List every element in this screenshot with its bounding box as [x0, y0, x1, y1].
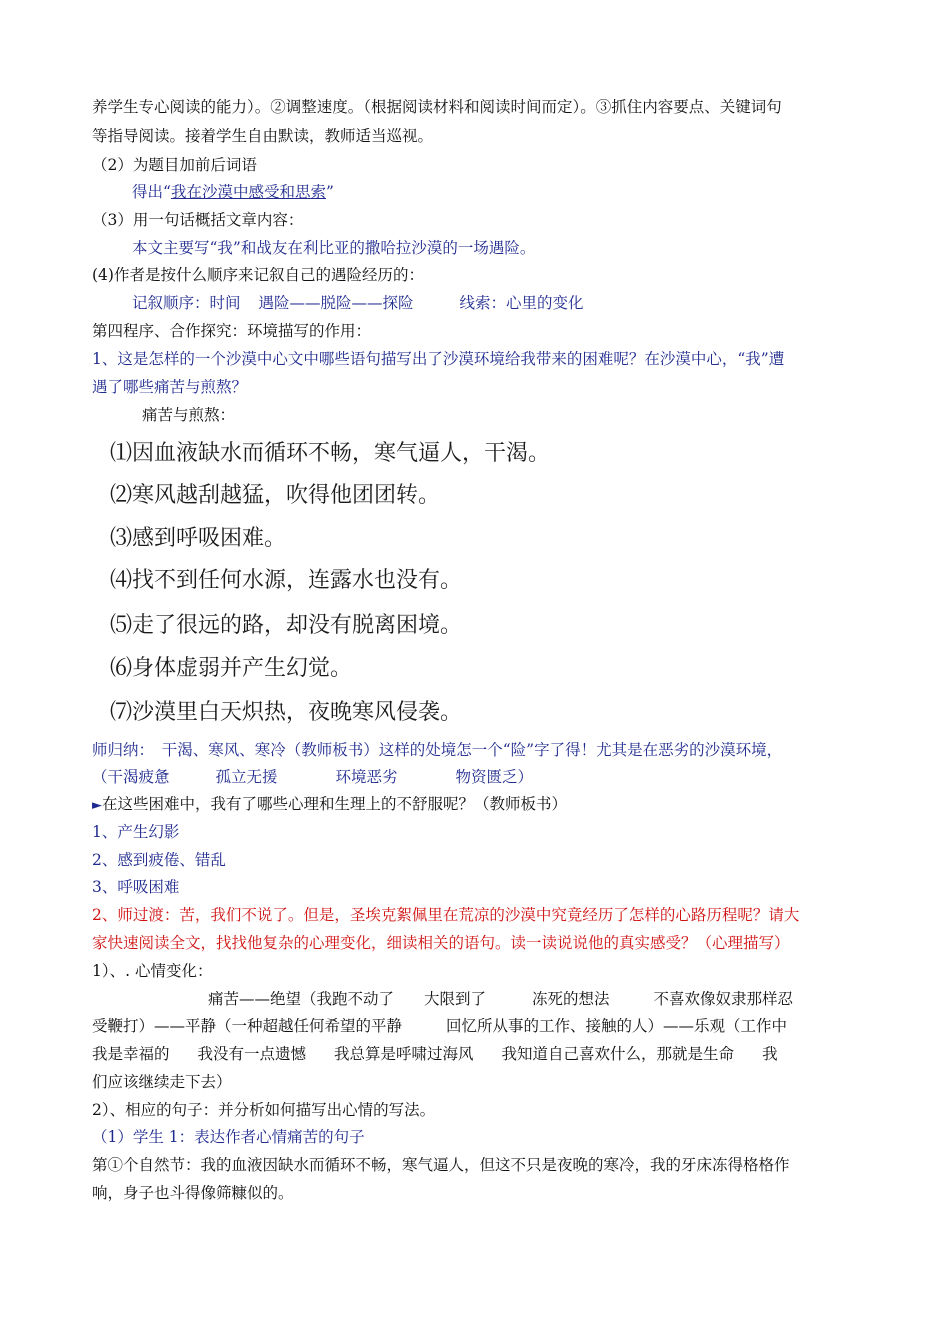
text-line: （2）为题目加前后词语 [92, 156, 257, 174]
hardship-item: ⑷找不到任何水源，连露水也没有。 [110, 568, 463, 593]
hardship-item: ⑺沙漠里白天炽热，夜晚寒风侵袭。 [110, 700, 463, 725]
mood-heading: 1）、. 心情变化： [92, 962, 213, 980]
discomfort-item: 3、呼吸困难 [92, 878, 180, 896]
student-1-heading: （1）学生 1：表达作者心情痛苦的句子 [92, 1128, 365, 1146]
narrative-order-line [132, 293, 902, 313]
hardship-item: ⑴因血液缺水而循环不畅，寒气逼人，干渴。 [110, 441, 551, 466]
mood-segment: 痛苦——绝望（我跑不动了 [208, 990, 395, 1008]
question-line: 1、这是怎样的一个沙漠中心文中哪些语句描写出了沙漠环境给我带来的困难呢？在沙漠中心，“我”遭 [92, 350, 785, 368]
text-line: 养学生专心阅读的能力）。②调整速度。（根据阅读材料和阅读时间而定）。③抓住内容要点、关键词句 [92, 98, 782, 116]
summary-tag: 物资匮乏） [455, 768, 534, 786]
hardship-item: ⑶感到呼吸困难。 [110, 526, 287, 551]
text-line: (4)作者是按什么顺序来记叙自己的遇险经历的： [92, 266, 424, 284]
mood-line: 们应该继续走下去） [92, 1073, 232, 1091]
title-answer-part1: 我在沙漠中 [170, 183, 249, 201]
order-sequence: 遇险——脱险——探险 [258, 294, 414, 312]
mood-segment: 我 [762, 1045, 778, 1063]
mood-segment: 我总算是呼啸过海风 [334, 1045, 474, 1063]
discomfort-item: 2、感到疲倦、错乱 [92, 851, 226, 869]
summary-tags [92, 767, 862, 787]
mood-segment: 回忆所从事的工作、接触的人）——乐观（工作中 [446, 1017, 788, 1035]
question-line: 遇了哪些痛苦与煎熬？ [92, 378, 248, 396]
text-line: 等指导阅读。接着学生自由默读，教师适当巡视。 [92, 127, 434, 145]
teacher-summary: 师归纳： 干渴、寒风、寒冷（教师板书）这样的处境怎一个“险”字了得！尤其是在恶劣的沙漠环境， [92, 741, 783, 759]
mood-line [92, 1016, 862, 1036]
order-label: 记叙顺序：时间 [132, 294, 241, 312]
paragraph-line: 响，身子也斗得像筛糠似的。 [92, 1184, 294, 1202]
hardship-item: ⑸走了很远的路，却没有脱离困境。 [110, 613, 463, 638]
summary-tag: 孤立无援 [215, 768, 278, 786]
title-answer-line [132, 182, 902, 202]
mood-segment: 不喜欢像奴隶那样忍 [653, 990, 794, 1008]
mood-line [92, 989, 862, 1009]
question-2 [92, 794, 862, 816]
text-line: （3）用一句话概括文章内容： [92, 211, 304, 229]
mood-segment: 受鞭打）——平静（一种超越任何希望的平静 [92, 1017, 403, 1035]
mood-line [92, 1044, 862, 1064]
title-answer-part2: 感受和思索 [248, 183, 326, 201]
mood-segment: 冻死的想法 [532, 990, 610, 1008]
title-answer-prefix: 得出“ [132, 183, 171, 201]
mood-segment: 我没有一点遗憾 [197, 1045, 307, 1063]
triangle-bullet-icon: ► [92, 798, 102, 813]
discomfort-item: 1、产生幻影 [92, 823, 180, 841]
paragraph-line: 第①个自然节：我的血液因缺水而循环不畅，寒气逼人，但这不只是夜晚的寒冷，我的牙床冻得格格作 [92, 1156, 790, 1174]
mood-segment: 我知道自己喜欢什么，那就是生命 [501, 1045, 735, 1063]
mood-segment: 大限到了 [424, 990, 487, 1008]
transition-line: 家快速阅读全文，找找他复杂的心理变化，细读相关的语句。读一读说说他的真实感受？（心理描写） [92, 934, 790, 952]
section-2-heading: 2）、相应的句子：并分析如何描写出心情的写法。 [92, 1101, 436, 1119]
summary-sentence: 本文主要写“我”和战友在利比亚的撒哈拉沙漠的一场遇险。 [132, 239, 536, 257]
section-heading: 第四程序、合作探究：环境描写的作用： [92, 322, 372, 340]
order-clue: 线索：心里的变化 [459, 294, 584, 312]
mood-segment: 我是幸福的 [92, 1045, 170, 1063]
hardship-item: ⑵寒风越刮越猛，吹得他团团转。 [110, 483, 441, 508]
hardship-item: ⑹身体虚弱并产生幻觉。 [110, 656, 353, 681]
subheading: 痛苦与煎熬： [142, 406, 236, 424]
transition-line: 2、师过渡：苦，我们不说了。但是，圣埃克絮佩里在荒凉的沙漠中究竟经历了怎样的心路历程呢？请大 [92, 906, 800, 924]
question-2-text: 在这些困难中，我有了哪些心理和生理上的不舒服呢？（教师板书） [102, 795, 568, 813]
title-answer-suffix: ” [325, 183, 334, 201]
summary-tag: 环境恶劣 [335, 768, 398, 786]
summary-tag: （干渴疲惫 [92, 768, 170, 786]
